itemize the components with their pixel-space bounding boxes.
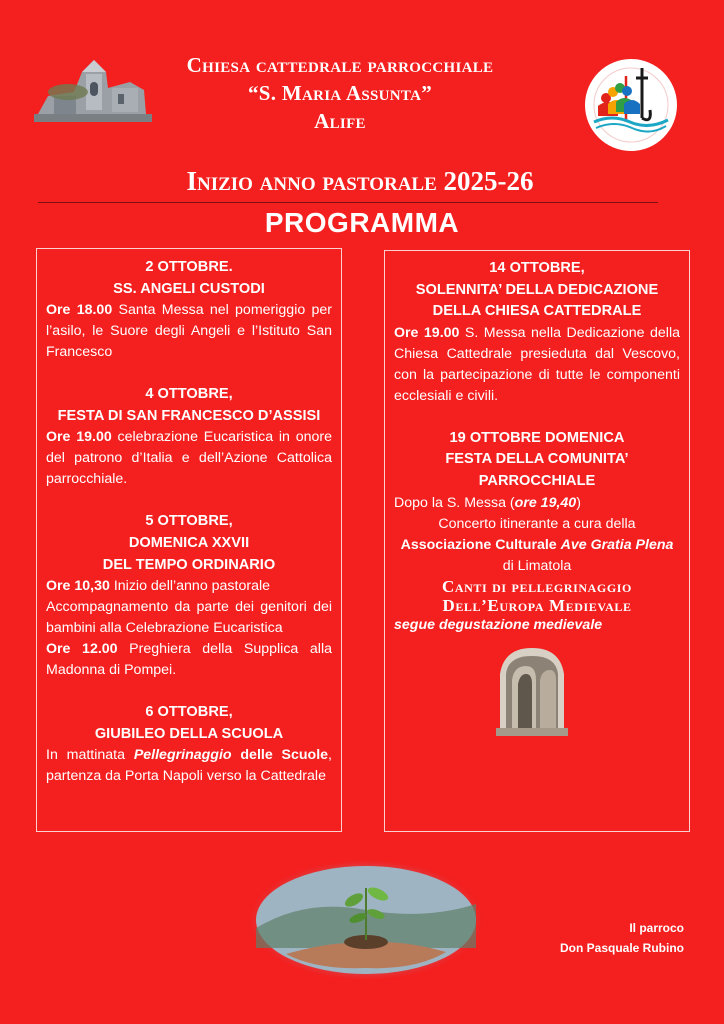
header-line-1: Chiesa cattedrale parrocchiale — [186, 53, 494, 77]
event-description: Ore 19.00 S. Messa nella Dedicazione della Chiesa Cattedrale presieduta dal Vescovo, con la partecipazione di tutte le componenti ecclesiali e civili. — [394, 324, 680, 404]
event-description: Accompagnamento da parte dei genitori dei bambini alla Celebrazione Eucaristica — [46, 599, 332, 637]
left-program-column — [46, 257, 332, 787]
event-description: di Limatola — [502, 557, 572, 574]
event-note: segue degustazione medievale — [394, 616, 603, 633]
event-title: DEL TEMPO ORDINARIO — [102, 556, 276, 573]
cathedral-photo — [34, 52, 152, 122]
concert-title: Canti di pellegrinaggio — [442, 576, 632, 596]
event-title: SOLENNITA’ DELLA DEDICAZIONE — [415, 281, 659, 298]
event-title: DELLA CHIESA CATTEDRALE — [432, 303, 642, 320]
event-time: Ore 10,30 — [46, 578, 110, 595]
page-title: PROGRAMMA — [264, 207, 460, 238]
event-date: 14 OTTOBRE, — [489, 260, 585, 276]
signature-role: Il parroco — [629, 921, 684, 935]
event-description: Ore 10,30 Inizio dell’anno pastorale — [46, 578, 271, 595]
event-description: Dopo la S. Messa (ore 19,40) — [394, 494, 581, 511]
event-title: DOMENICA XXVII — [128, 534, 250, 551]
event-time: Ore 19.00 — [46, 429, 112, 446]
page-subtitle: Inizio anno pastorale 2025-26 — [186, 166, 534, 196]
header-line-3: Alife — [314, 109, 366, 133]
event-title: FESTA DELLA COMUNITA’ — [445, 451, 629, 468]
event-title: PARROCCHIALE — [478, 472, 596, 489]
event-description: In mattinata Pellegrinaggio delle Scuole, partenza da Porta Napoli verso la Cattedrale — [46, 747, 332, 785]
event-date: 4 OTTOBRE, — [145, 386, 233, 403]
divider — [38, 202, 658, 203]
header-line-2: “S. Maria Assunta” — [247, 81, 433, 105]
event-title: SS. ANGELI CUSTODI — [113, 280, 265, 297]
event-date: 2 OTTOBRE. — [145, 259, 233, 275]
jubilee-logo — [582, 56, 680, 154]
signature — [520, 918, 684, 958]
concert-title: Dell’Europa Medievale — [442, 595, 632, 615]
event-description: Ore 12.00 Preghiera della Supplica alla Madonna di Pompei. — [46, 641, 332, 679]
event-title: FESTA DI SAN FRANCESCO D’ASSISI — [57, 407, 321, 424]
signature-name: Don Pasquale Rubino — [559, 941, 684, 955]
hands-plant-photo — [246, 858, 486, 982]
event-title: GIUBILEO DELLA SCUOLA — [94, 725, 284, 742]
event-description: Concerto itinerante a cura della — [438, 515, 636, 532]
event-date: 5 OTTOBRE, — [145, 513, 233, 530]
event-time: Ore 18.00 — [46, 302, 113, 319]
right-program-column — [394, 258, 680, 636]
event-date: 6 OTTOBRE, — [145, 704, 233, 721]
event-date: 19 OTTOBRE DOMENICA — [449, 429, 625, 446]
event-description: Ore 18.00 Santa Messa nel pomeriggio per l’asilo, le Suore degli Angeli e l’Istituto San Francesco — [46, 302, 332, 361]
event-time: Ore 19.00 — [394, 324, 460, 341]
cloister-photo — [496, 644, 568, 736]
event-time: Ore 12.00 — [46, 641, 118, 658]
event-description: Ore 19.00 celebrazione Eucaristica in onore del patrono d’Italia e dell’Azione Cattolica parrocchiale. — [46, 429, 332, 488]
event-description: Associazione Culturale Ave Gratia Plena — [400, 536, 674, 553]
